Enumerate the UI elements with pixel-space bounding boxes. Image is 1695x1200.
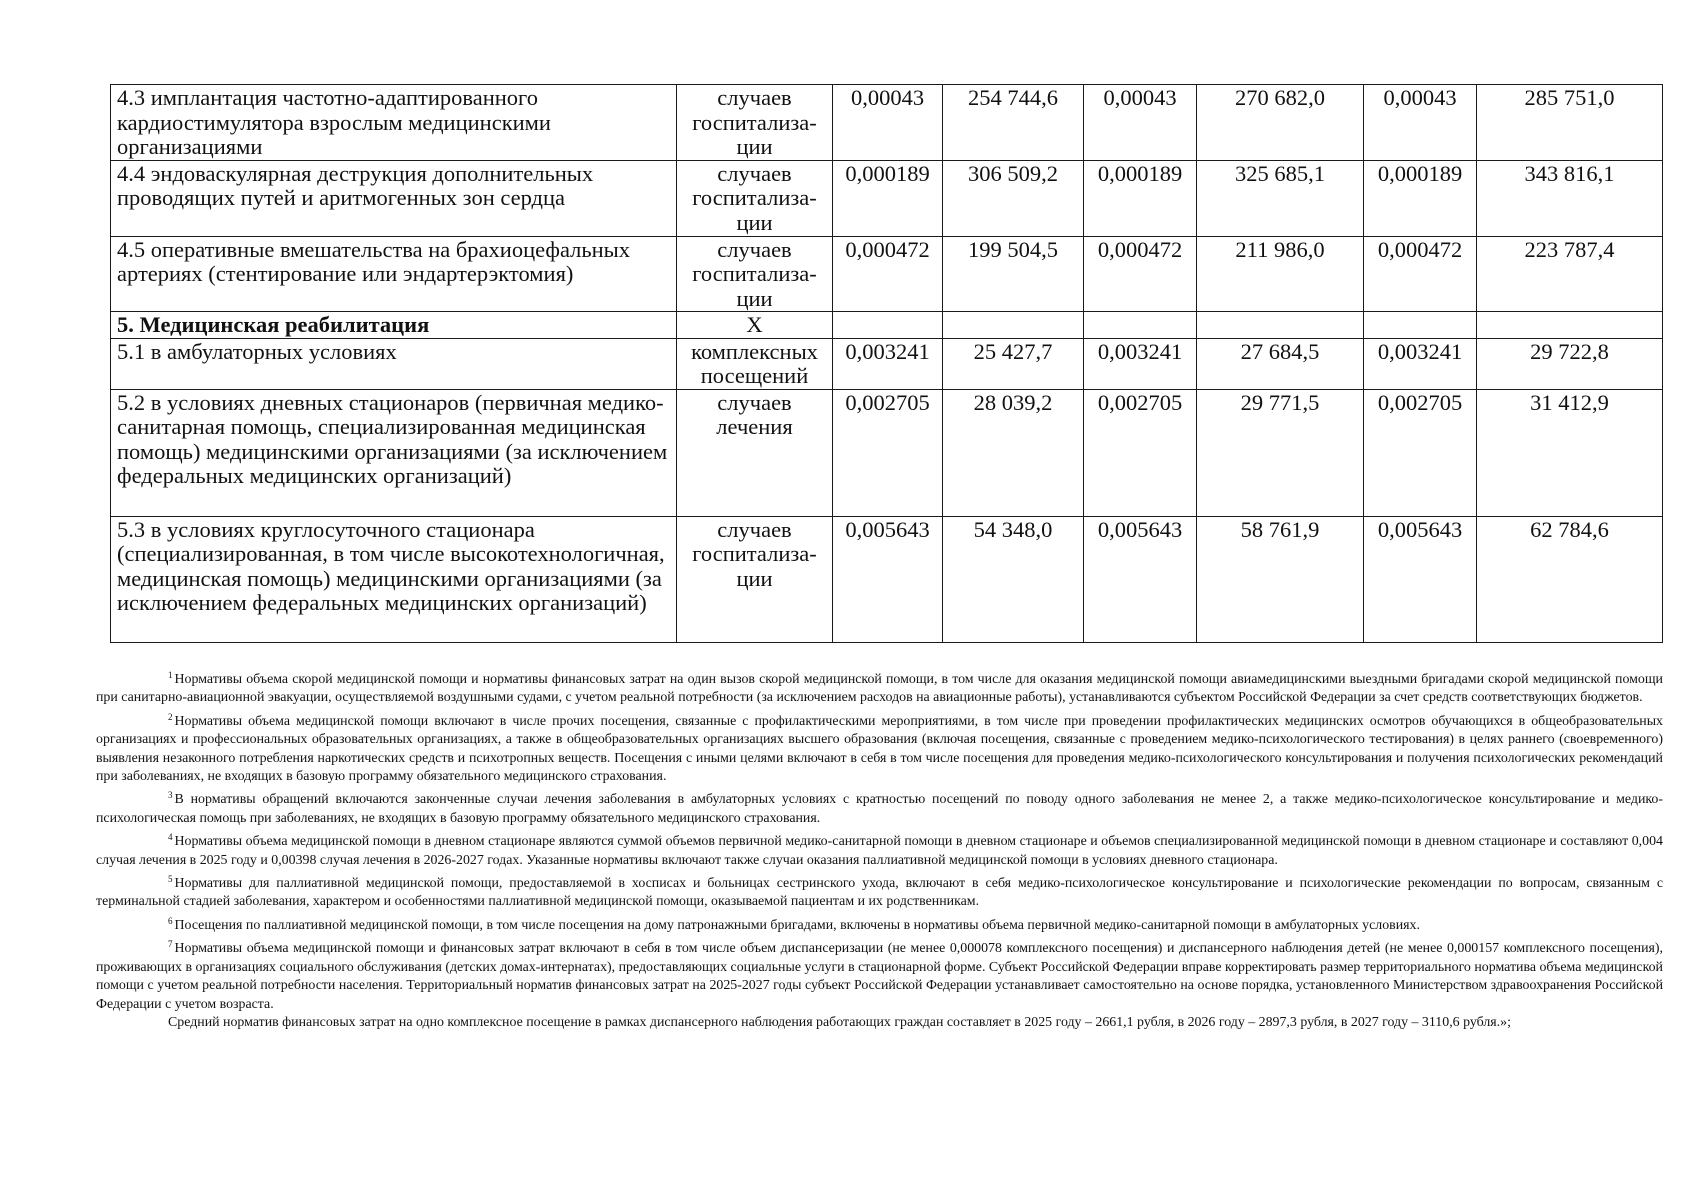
- footnote: [96, 912, 1663, 935]
- volume-2026: 0,005643: [1084, 516, 1197, 642]
- footnote-text: Нормативы для паллиативной медицинской помощи, предоставляемой в хосписах и больницах сестринского ухода, включают в себя медико-психологическое консультирование и психологические рекомендации по вопросам, связанным с терминальной стадией заболевания, характером и особенностями паллиативной медицинской помощи, оказываемой пациентам и их родственникам.: [96, 876, 1663, 910]
- row-name: 5.3 в условиях круглосуточного стационара (специализированная, в том числе высокотехнологичная, медицинская помощь) медицинскими организациями (за исключением федеральных медицинских организаций): [111, 516, 677, 642]
- footnote-mark: 4: [168, 832, 173, 843]
- table-row: [111, 85, 1663, 161]
- closing-text: Средний норматив финансовых затрат на одно комплексное посещение в рамках диспансерного наблюдения работающих граждан составляет в 2025 году – 2661,1 рубля, в 2026 году – 2897,3 рубля, в 2027 году – 3110,6 рубля.»;: [168, 1014, 1511, 1030]
- footnote-mark: 1: [168, 670, 173, 680]
- footnote-text: Нормативы объема медицинской помощи в дневном стационаре являются суммой объемов первичной медико-санитарной помощи в дневном стационаре и объемов специализированной медицинской помощи в дневном стационаре и составляют 0,004 случая лечения в 2025 году и 0,00398 случая лечения в 2026-2027 годах. Указанные нормативы включают также случаи оказания паллиативной медицинской помощи в условиях дневного стационара.: [96, 834, 1663, 868]
- table-row: [111, 338, 1663, 389]
- footnote-text: Нормативы объема медицинской помощи включают в числе прочих посещения, связанные с профилактическими мероприятиями, в том числе при проведении профилактических медицинских осмотров обучающихся в общеобразовательных организациях и профессиональных образовательных организациях, а также в общеобразовательных организациях высшего образования (включая посещения, связанные с проведением медико-психологического тестирования) в целях раннего (своевременного) выявления незаконного потребления наркотических средств и психотропных веществ. Посещения с иными целями включают в себя в том числе посещения для проведения медико-психологического консультирования и получения психологических рекомендаций при заболеваниях, не входящих в базовую программу обязательного медицинского страхования.: [96, 713, 1663, 785]
- footnote: [96, 786, 1663, 828]
- cost-2027: [1477, 312, 1663, 339]
- footnotes: [96, 666, 1663, 1032]
- table-row: [111, 160, 1663, 236]
- footnote: [96, 666, 1663, 708]
- norms-table: [110, 84, 1663, 643]
- volume-2026: 0,00043: [1084, 85, 1197, 161]
- volume-2026: 0,000189: [1084, 160, 1197, 236]
- cost-2025: 199 504,5: [943, 236, 1084, 312]
- footnote-text: Нормативы объема скорой медицинской помощи и нормативы финансовых затрат на один вызов скорой медицинской помощи, в том числе для оказания медицинской помощи авиамедицинскими выездными бригадами скорой медицинской помощи при санитарно-авиационной эвакуации, осуществляемой воздушными судами, с учетом реальной потребности (за исключением расходов на авиационные работы), устанавливаются субъектом Российской Федерации за счет средств соответствующих бюджетов.: [96, 672, 1663, 706]
- section-row: [111, 312, 1663, 339]
- cost-2025: 28 039,2: [943, 389, 1084, 516]
- row-unit: X: [677, 312, 833, 339]
- footnote-text: Посещения по паллиативной медицинской помощи, в том числе посещения на дому патронажными бригадами, включены в нормативы объема первичной медико-санитарной помощи в амбулаторных условиях.: [174, 917, 1420, 933]
- row-unit: случаев лечения: [677, 389, 833, 516]
- cost-2025: [943, 312, 1084, 339]
- cost-2025: 54 348,0: [943, 516, 1084, 642]
- cost-2027: 31 412,9: [1477, 389, 1663, 516]
- footnote-mark: 7: [168, 939, 173, 950]
- cost-2026: 58 761,9: [1197, 516, 1364, 642]
- cost-2027: 285 751,0: [1477, 85, 1663, 161]
- volume-2025: 0,00043: [833, 85, 943, 161]
- volume-2026: 0,003241: [1084, 338, 1197, 389]
- volume-2025: 0,000189: [833, 160, 943, 236]
- row-unit: случаев госпитализа-ции: [677, 85, 833, 161]
- footnote-mark: 2: [168, 711, 173, 722]
- table-row: [111, 516, 1663, 642]
- row-unit: случаев госпитализа-ции: [677, 160, 833, 236]
- volume-2027: 0,000189: [1364, 160, 1477, 236]
- footnote: [96, 870, 1663, 912]
- footnote-mark: 6: [168, 915, 173, 926]
- volume-2027: 0,002705: [1364, 389, 1477, 516]
- volume-2025: [833, 312, 943, 339]
- volume-2026: 0,002705: [1084, 389, 1197, 516]
- cost-2027: 29 722,8: [1477, 338, 1663, 389]
- cost-2025: 306 509,2: [943, 160, 1084, 236]
- cost-2026: 29 771,5: [1197, 389, 1364, 516]
- volume-2025: 0,005643: [833, 516, 943, 642]
- volume-2025: 0,000472: [833, 236, 943, 312]
- cost-2025: 254 744,6: [943, 85, 1084, 161]
- cost-2027: 62 784,6: [1477, 516, 1663, 642]
- row-name: 4.3 имплантация частотно-адаптированного кардиостимулятора взрослым медицинскими организациями: [111, 85, 677, 161]
- volume-2027: [1364, 312, 1477, 339]
- cost-2027: 343 816,1: [1477, 160, 1663, 236]
- table-row: [111, 236, 1663, 312]
- volume-2027: 0,000472: [1364, 236, 1477, 312]
- cost-2026: 211 986,0: [1197, 236, 1364, 312]
- section-title: 5. Медицинская реабилитация: [111, 312, 677, 339]
- volume-2026: [1084, 312, 1197, 339]
- row-name: 5.1 в амбулаторных условиях: [111, 338, 677, 389]
- cost-2026: 27 684,5: [1197, 338, 1364, 389]
- row-name: 5.2 в условиях дневных стационаров (первичная медико-санитарная помощь, специализированная медицинская помощь) медицинскими организациями (за исключением федеральных медицинских организаций): [111, 389, 677, 516]
- cost-2025: 25 427,7: [943, 338, 1084, 389]
- volume-2025: 0,003241: [833, 338, 943, 389]
- cost-2027: 223 787,4: [1477, 236, 1663, 312]
- row-unit: случаев госпитализа-ции: [677, 516, 833, 642]
- footnote-mark: 5: [168, 874, 173, 885]
- row-unit: случаев госпитализа-ции: [677, 236, 833, 312]
- volume-2027: 0,005643: [1364, 516, 1477, 642]
- closing-paragraph: [96, 1014, 1663, 1032]
- volume-2025: 0,002705: [833, 389, 943, 516]
- volume-2027: 0,003241: [1364, 338, 1477, 389]
- cost-2026: 325 685,1: [1197, 160, 1364, 236]
- cost-2026: [1197, 312, 1364, 339]
- row-name: 4.5 оперативные вмешательства на брахиоцефальных артериях (стентирование или эндартерэктомия): [111, 236, 677, 312]
- footnote: [96, 828, 1663, 870]
- table-row: [111, 389, 1663, 516]
- footnote-text: Нормативы объема медицинской помощи и финансовых затрат включают в себя в том числе объем диспансеризации (не менее 0,000078 комплексного посещения) и диспансерного наблюдения детей (не менее 0,000157 комплексного посещения), проживающих в организациях социального обслуживания (детских домах-интернатах), предоставляющих социальные услуги в стационарной форме. Субъект Российской Федерации вправе корректировать размер территориального норматива объема медицинской помощи с учетом реальной потребности населения. Территориальный норматив финансовых затрат на 2025-2027 годы субъект Российской Федерации устанавливает самостоятельно на основе порядка, установленного Министерством здравоохранения Российской Федерации с учетом возраста.: [96, 941, 1663, 1012]
- volume-2026: 0,000472: [1084, 236, 1197, 312]
- footnote-text: В нормативы обращений включаются законченные случаи лечения заболевания в амбулаторных условиях с кратностью посещений по поводу одного заболевания не менее 2, а также медико-психологическое консультирование и медико-психологическая помощь при заболеваниях, не входящих в базовую программу обязательного медицинского страхования.: [96, 792, 1663, 826]
- cost-2026: 270 682,0: [1197, 85, 1364, 161]
- row-name: 4.4 эндоваскулярная деструкция дополнительных проводящих путей и аритмогенных зон сердца: [111, 160, 677, 236]
- volume-2027: 0,00043: [1364, 85, 1477, 161]
- footnote: [96, 935, 1663, 1014]
- footnote: [96, 708, 1663, 787]
- footnote-mark: 3: [168, 790, 173, 801]
- row-unit: комплексных посещений: [677, 338, 833, 389]
